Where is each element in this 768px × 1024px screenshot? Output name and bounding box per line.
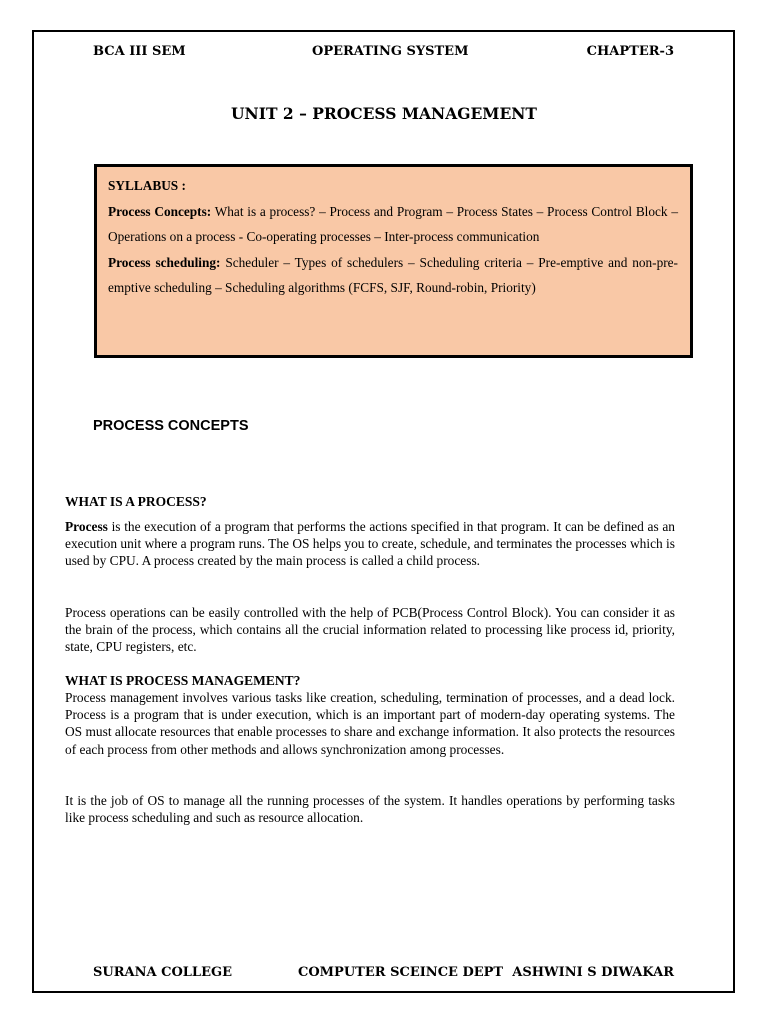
footer-college: SURANA COLLEGE [93, 965, 232, 980]
header-subject: OPERATING SYSTEM [312, 44, 469, 59]
paragraph-os-job: It is the job of OS to manage all the running processes of the system. It handles operations by performing tasks like process scheduling and such as resource allocation. [65, 793, 675, 826]
section-title: PROCESS CONCEPTS [93, 418, 249, 434]
syllabus-concepts-label: Process Concepts: [108, 203, 212, 219]
process-definition-text: is the execution of a program that performs the actions specified in that program. It can be defined as an execution unit where a program runs. The OS helps you to create, schedule, and terminates the processes which is used by CPU. A process created by the main process is called a child process. [65, 519, 675, 569]
paragraph-process-management: Process management involves various tasks like creation, scheduling, termination of processes, and a dead lock. Process is a program that is under execution, which is an important part of modern-day operating systems. The OS must allocate resources that enable processes to share and exchange information. It also protects the resources of each process from other methods and allows synchronization among processes. [65, 690, 675, 757]
header-course: BCA III SEM [93, 44, 186, 59]
syllabus-concepts [108, 199, 678, 250]
syllabus-scheduling-label: Process scheduling: [108, 254, 221, 270]
paragraph-pcb: Process operations can be easily controlled with the help of PCB(Process Control Block). You can consider it as the brain of the process, which contains all the crucial information related to processing like process id, priority, state, CPU registers, etc. [65, 605, 675, 655]
page-title: UNIT 2 – PROCESS MANAGEMENT [231, 104, 537, 123]
syllabus-scheduling-text: Scheduler – Types of schedulers – Scheduling criteria – Pre-emptive and non-pre-emptive scheduling – Scheduling algorithms (FCFS, SJF, Round-robin, Priority) [108, 254, 678, 296]
syllabus-concepts-text: What is a process? – Process and Program – Process States – Process Control Block – Operations on a process - Co-operating processes – Inter-process communication [108, 203, 678, 245]
heading-what-is-process: WHAT IS A PROCESS? [65, 494, 207, 509]
paragraph-process-definition [65, 518, 675, 570]
syllabus-box [94, 164, 693, 358]
syllabus-scheduling [108, 250, 678, 301]
heading-process-management: WHAT IS PROCESS MANAGEMENT? [65, 673, 301, 688]
header-chapter: CHAPTER-3 [586, 44, 674, 59]
syllabus-heading: SYLLABUS : [108, 178, 186, 193]
process-term: Process [65, 519, 108, 534]
footer-department: COMPUTER SCEINCE DEPT [298, 965, 504, 980]
footer-author: ASHWINI S DIWAKAR [512, 965, 674, 980]
